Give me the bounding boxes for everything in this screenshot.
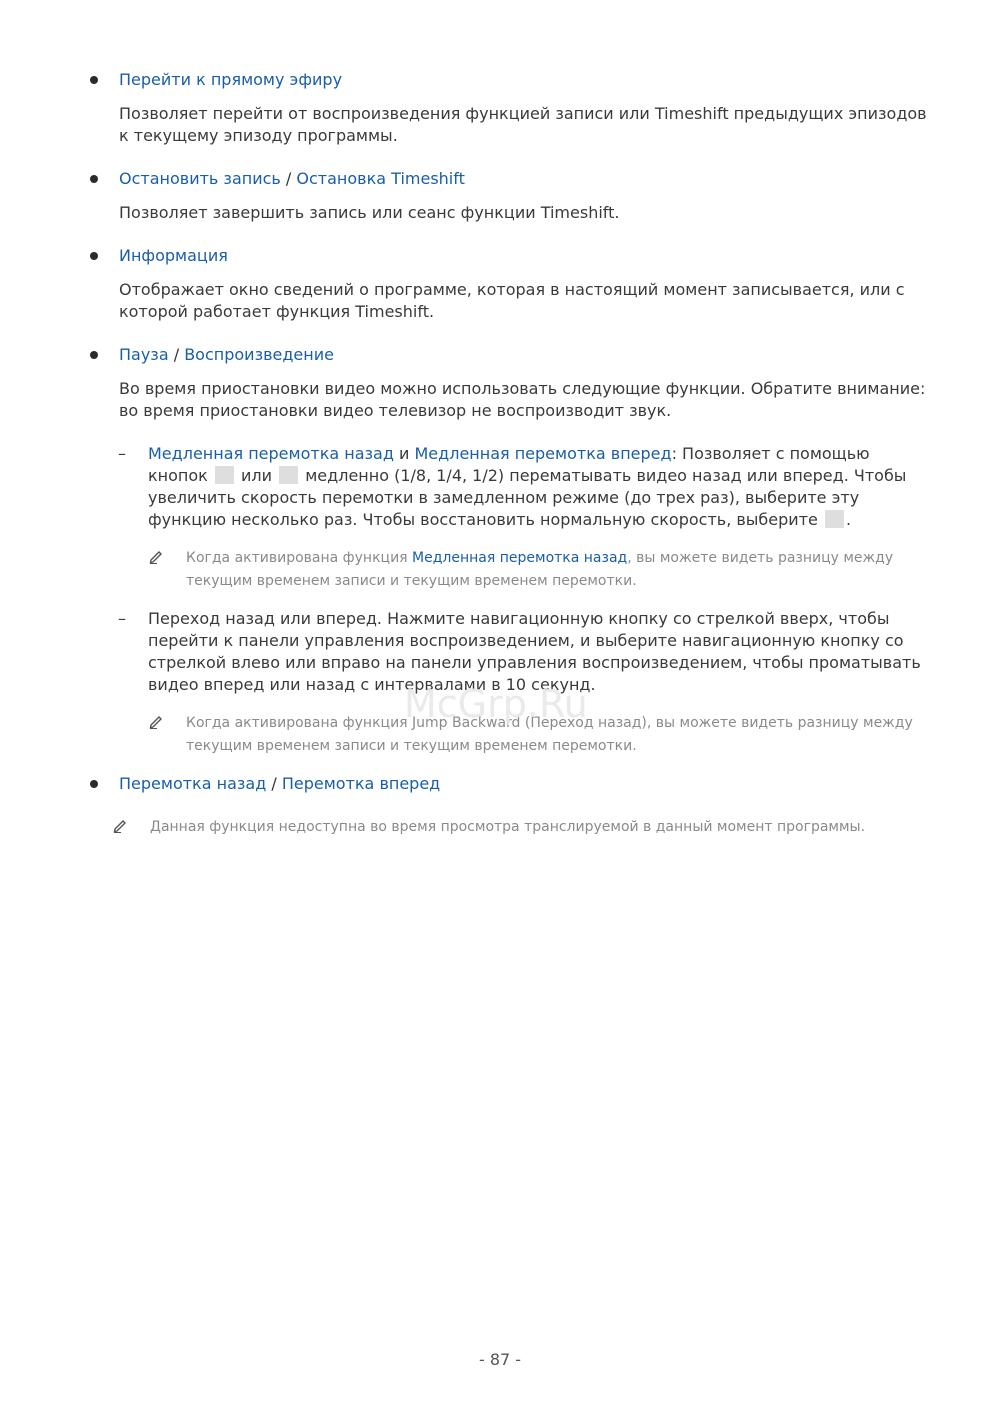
subitem-jump: Переход назад или вперед. Нажмите навигационную кнопку со стрелкой вверх, чтобы перейти к панели управления воспроизведением, и выберите навигационную кнопку со стрелкой влево или вправо на панели управления воспроизведением, чтобы проматывать видео вперед или назад с интервалами в 10 секунд. xyxy=(148,609,921,694)
play-button-icon xyxy=(825,510,844,528)
note-jump-backward: Когда активирована функция Jump Backward (Переход назад), вы можете видеть разницу между текущим временем записи и текущим временем перемотки. xyxy=(186,715,913,754)
note-slow-rewind xyxy=(186,547,946,593)
conjunction-or: или xyxy=(241,466,273,485)
note-term: Медленная перемотка назад xyxy=(412,550,628,566)
pencil-note-icon xyxy=(148,713,164,729)
heading-pause-label: Пауза xyxy=(119,345,169,364)
paragraph-go-live: Позволяет перейти от воспроизведения функцией записи или Timeshift предыдущих эпизодов к текущему эпизоду программы. xyxy=(119,104,927,145)
heading-play-label: Воспроизведение xyxy=(184,345,334,364)
paragraph-info: Отображает окно сведений о программе, которая в настоящий момент записывается, или с которой работает функция Timeshift. xyxy=(119,280,905,321)
heading-stop-timeshift-label: Остановка Timeshift xyxy=(296,169,465,188)
bullet-icon xyxy=(90,76,98,84)
paragraph-stop-recording: Позволяет завершить запись или сеанс функции Timeshift. xyxy=(119,203,620,222)
heading-info-label: Информация xyxy=(119,246,228,265)
subitem-slow-motion xyxy=(148,443,928,531)
page-number: - 87 - xyxy=(478,1350,522,1369)
pencil-note-icon xyxy=(112,817,128,833)
heading-go-live-label: Перейти к прямому эфиру xyxy=(119,70,343,89)
bullet-icon xyxy=(90,175,98,183)
note-text-suffix: , вы можете видеть разницу между текущим временем записи и текущим временем перемотки. xyxy=(186,550,894,589)
dash-marker: – xyxy=(118,444,126,463)
heading-rewind-forward xyxy=(119,773,440,795)
paragraph-pause-play: Во время приостановки видео можно использовать следующие функции. Обратите внимание: во время приостановки видео телевизор не воспроизводит звук. xyxy=(119,379,926,420)
heading-separator: / xyxy=(285,169,292,188)
heading-go-live xyxy=(119,69,342,91)
note-unavailable: Данная функция недоступна во время просмотра транслируемой в данный момент программы. xyxy=(150,819,866,835)
heading-stop-recording-label: Остановить запись xyxy=(119,169,281,188)
conjunction: и xyxy=(399,444,410,463)
slow-forward-button-icon xyxy=(279,466,298,484)
bullet-icon xyxy=(90,252,98,260)
subitem-end: . xyxy=(845,510,852,529)
heading-pause-play xyxy=(119,344,334,366)
dash-marker: – xyxy=(118,609,126,628)
term-slow-rewind: Медленная перемотка назад xyxy=(148,444,394,463)
heading-forward-label: Перемотка вперед xyxy=(281,774,441,793)
subitem-text-part1: : Позволяет с помощью кнопок xyxy=(148,444,870,485)
bullet-icon xyxy=(90,780,98,788)
heading-stop-recording xyxy=(119,168,465,190)
heading-separator: / xyxy=(271,774,277,793)
watermark: McGrp.Ru xyxy=(404,682,588,726)
heading-separator: / xyxy=(173,345,180,364)
bullet-icon xyxy=(90,351,98,359)
slow-rewind-button-icon xyxy=(215,466,234,484)
term-slow-forward: Медленная перемотка вперед xyxy=(414,444,672,463)
heading-rewind-label: Перемотка назад xyxy=(119,774,267,793)
heading-info xyxy=(119,245,228,267)
note-text-prefix: Когда активирована функция xyxy=(186,550,408,566)
pencil-note-icon xyxy=(148,548,164,564)
subitem-text-part2: медленно (1/8, 1/4, 1/2) перематывать видео назад или вперед. Чтобы увеличить скорость перемотки в замедленном режиме (до трех раз), выберите эту функцию несколько раз. Чтобы восстановить нормальную скорость, выберите xyxy=(148,466,907,529)
